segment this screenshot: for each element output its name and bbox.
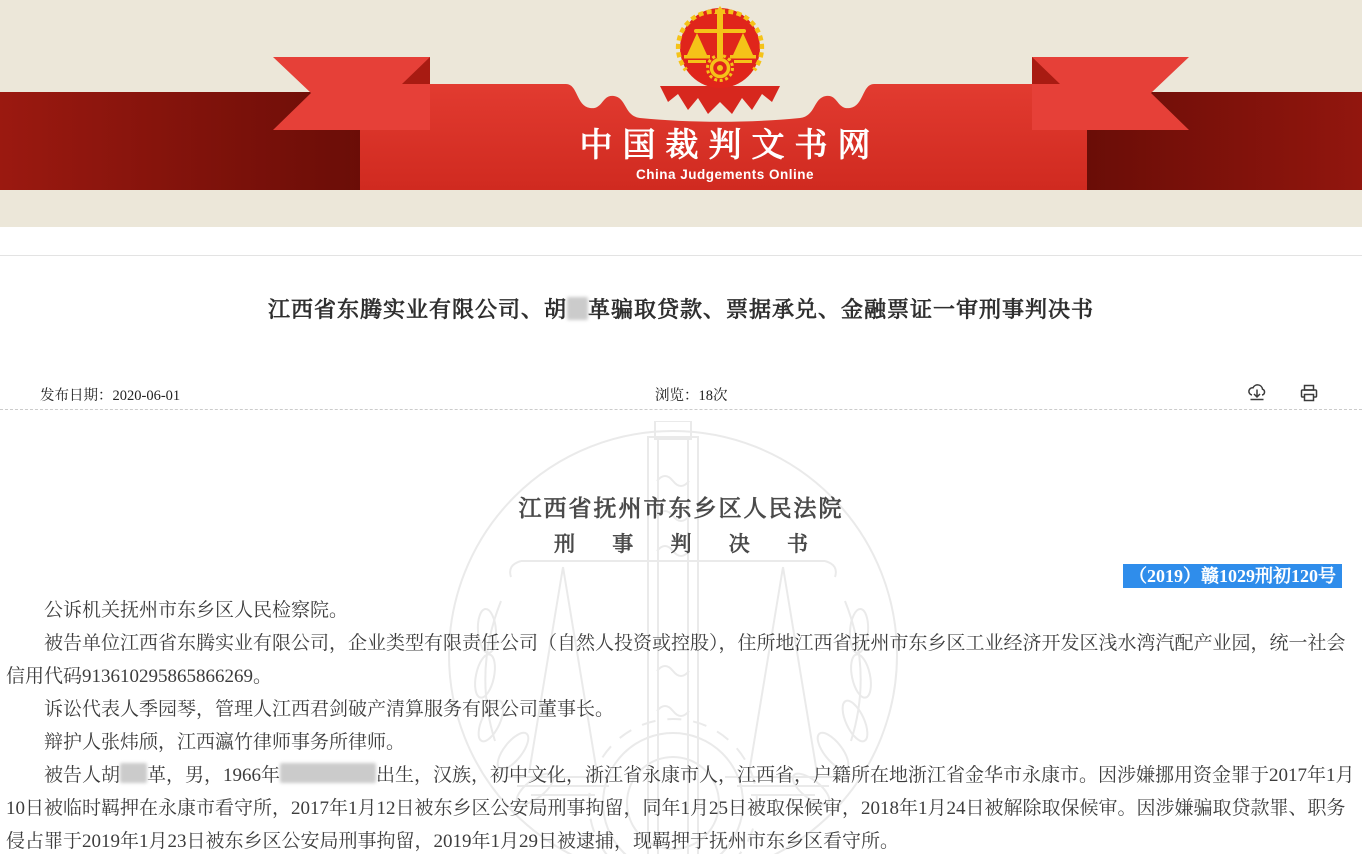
redacted-text [280,763,376,783]
redacted-text [120,763,147,783]
case-number: （2019）赣1029刑初120号 [1123,564,1342,588]
meta-bar [0,376,1362,410]
publish-date [40,384,180,405]
divider [0,255,1362,256]
case-number-row [1123,562,1342,588]
site-subtitle: China Judgements Online [635,167,815,182]
page-title-prefix: 江西省东腾实业有限公司、胡 [267,297,567,322]
download-icon[interactable] [1246,382,1268,404]
header-ribbon-graphic [0,0,1362,227]
page-title-suffix: 革骗取贷款、票据承兑、金融票证一审刑事判决书 [588,297,1095,322]
publish-date-label: 发布日期： [40,388,113,404]
view-count [655,384,728,405]
paragraph-defendant-company: 被告单位江西省东腾实业有限公司，企业类型有限责任公司（自然人投资或控股），住所地江西省抚州市东乡区工业经济开发区浅水湾汽配产业园，统一社会信用代码913610295865866269。 [6,633,1346,687]
paragraph-defendant-person [6,759,1356,854]
view-count-label: 浏览： [655,388,699,404]
paragraph-litigation-representative: 诉讼代表人季园琴，管理人江西君剑破产清算服务有限公司董事长。 [44,699,615,720]
judgment-document [0,410,1362,854]
paragraph-segment: 革，男，1966年 [147,765,281,786]
court-name: 江西省抚州市东乡区人民法院 [518,496,844,521]
page-title [0,293,1362,324]
redacted-text [567,297,588,320]
site-header [0,0,1362,227]
printer-icon[interactable] [1298,382,1320,404]
paragraph-prosecutor: 公诉机关抚州市东乡区人民检察院。 [44,600,349,621]
site-title: 中国裁判文书网 [579,126,881,163]
judgment-text [6,594,1356,854]
paragraph-segment: 被告人胡 [44,765,121,786]
view-count-value: 18次 [698,388,728,404]
publish-date-value: 2020-06-01 [112,388,181,404]
document-type: 刑 事 判 决 书 [554,532,824,556]
paragraph-segment: 出生，汉族，初中文化，浙江省永康市人，江西省，户籍所在地浙江省金华市永康市。因涉嫌挪用资金罪于2017年1月10日被临时羁押在永康市看守所，2017年1月12日被东乡区公安局刑事拘留，同年1月25日被取保候审，2018年1月24日被解除取保候审。因涉嫌骗取贷款罪、职务侵占罪于2019年1月23日被东乡区公安局刑事拘留，2019年1月29日被逮捕，现羁押于抚州市东乡区看守所。 [6,765,1355,852]
paragraph-defense-lawyer: 辩护人张炜颀，江西瀛竹律师事务所律师。 [44,732,406,753]
